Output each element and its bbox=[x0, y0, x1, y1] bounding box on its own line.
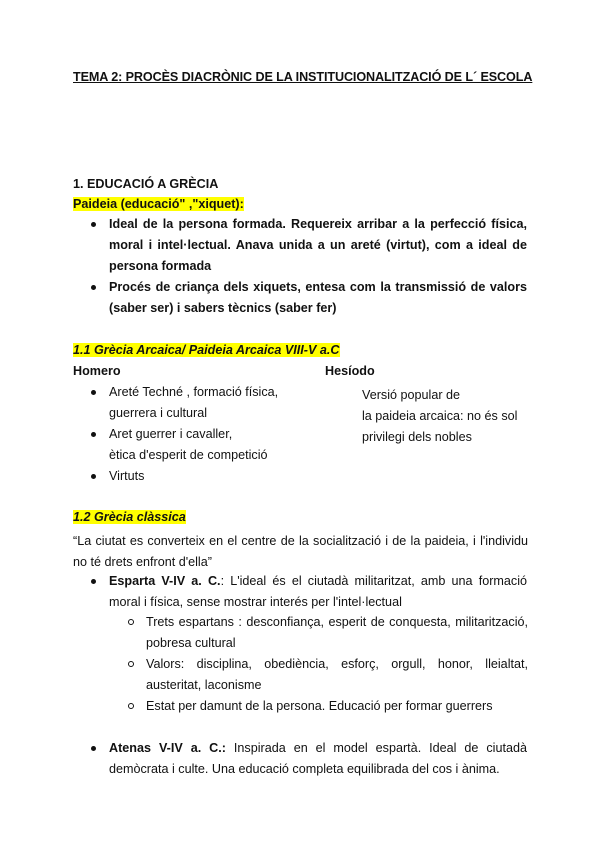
paideia-label bbox=[73, 197, 244, 211]
classica-bullet-list-atenas bbox=[90, 738, 527, 780]
classica-quote: “La ciutat es converteix en el centre de la socialització i de la paideia, i l'individu no té drets enfront d'ella” bbox=[73, 534, 528, 569]
classica-bullet-list-esparta bbox=[90, 571, 527, 613]
hesiodo-line: privilegi dels nobles bbox=[362, 430, 472, 444]
list-item-line: guerrera i cultural bbox=[109, 406, 207, 420]
hesiodo-text bbox=[362, 385, 542, 448]
list-item: Ideal de la persona formada. Requereix arribar a la perfecció física, moral i intel·lectual. Anava unida a un areté (virtut), com a ideal de persona formada bbox=[90, 214, 527, 277]
list-item: Procés de criança dels xiquets, entesa com la transmissió de valors (saber ser) i sabers tècnics (saber fer) bbox=[90, 277, 527, 319]
section-heading-grecia-arcaica bbox=[73, 343, 340, 357]
atenas-text: Inspirada en el model espartà. Ideal de ciutadà demòcrata i culte. Una educació completa equilibrada del cos i ànima. bbox=[109, 741, 527, 776]
list-item: Estat per damunt de la persona. Educació per formar guerrers bbox=[128, 696, 528, 717]
list-item bbox=[90, 382, 310, 424]
hesiodo-line: Versió popular de bbox=[362, 388, 461, 402]
list-item bbox=[90, 424, 310, 466]
esparta-subitems bbox=[128, 612, 528, 717]
list-item-esparta bbox=[90, 571, 527, 613]
list-item-line: Aret guerrer i cavaller, bbox=[109, 427, 233, 441]
paideia-bullet-list bbox=[90, 214, 527, 319]
section-heading-educacio-grecia: 1. EDUCACIÓ A GRÈCIA bbox=[73, 177, 219, 191]
list-item: Valors: disciplina, obediència, esforç, orgull, honor, lleialtat, austeritat, laconisme bbox=[128, 654, 528, 696]
section-heading-grecia-classica bbox=[73, 510, 186, 524]
list-item-line: Areté Techné , formació física, bbox=[109, 385, 279, 399]
atenas-label: Atenas V-IV a. C.: bbox=[109, 741, 226, 755]
hesiodo-line: la paideia arcaica: no és sol bbox=[362, 409, 518, 423]
list-item bbox=[90, 466, 310, 487]
document-title: TEMA 2: PROCÈS DIACRÒNIC DE LA INSTITUCIONALITZACIÓ DE L´ ESCOLA bbox=[73, 70, 533, 84]
grecia-arcaica-highlight: 1.1 Grècia Arcaica/ Paideia Arcaica VIII-V a.C bbox=[73, 343, 340, 357]
hesiodo-label: Hesíodo bbox=[325, 364, 375, 378]
list-item: Trets espartans : desconfiança, esperit de conquesta, militarització, pobresa cultural bbox=[128, 612, 528, 654]
paideia-highlight: Paideia (educació" ,"xiquet): bbox=[73, 197, 244, 211]
homero-label: Homero bbox=[73, 364, 121, 378]
list-item-atenas bbox=[90, 738, 527, 780]
list-item-line: ètica d'esperit de competició bbox=[109, 448, 268, 462]
esparta-text: : L'ideal és el ciutadà militaritzat, amb una formació moral i física, sense mostrar interés per l'intel·lectual bbox=[109, 574, 527, 609]
esparta-label: Esparta V-IV a. C. bbox=[109, 574, 221, 588]
grecia-classica-highlight: 1.2 Grècia clàssica bbox=[73, 510, 186, 524]
homero-list bbox=[90, 382, 310, 487]
list-item-line: Virtuts bbox=[109, 469, 145, 483]
